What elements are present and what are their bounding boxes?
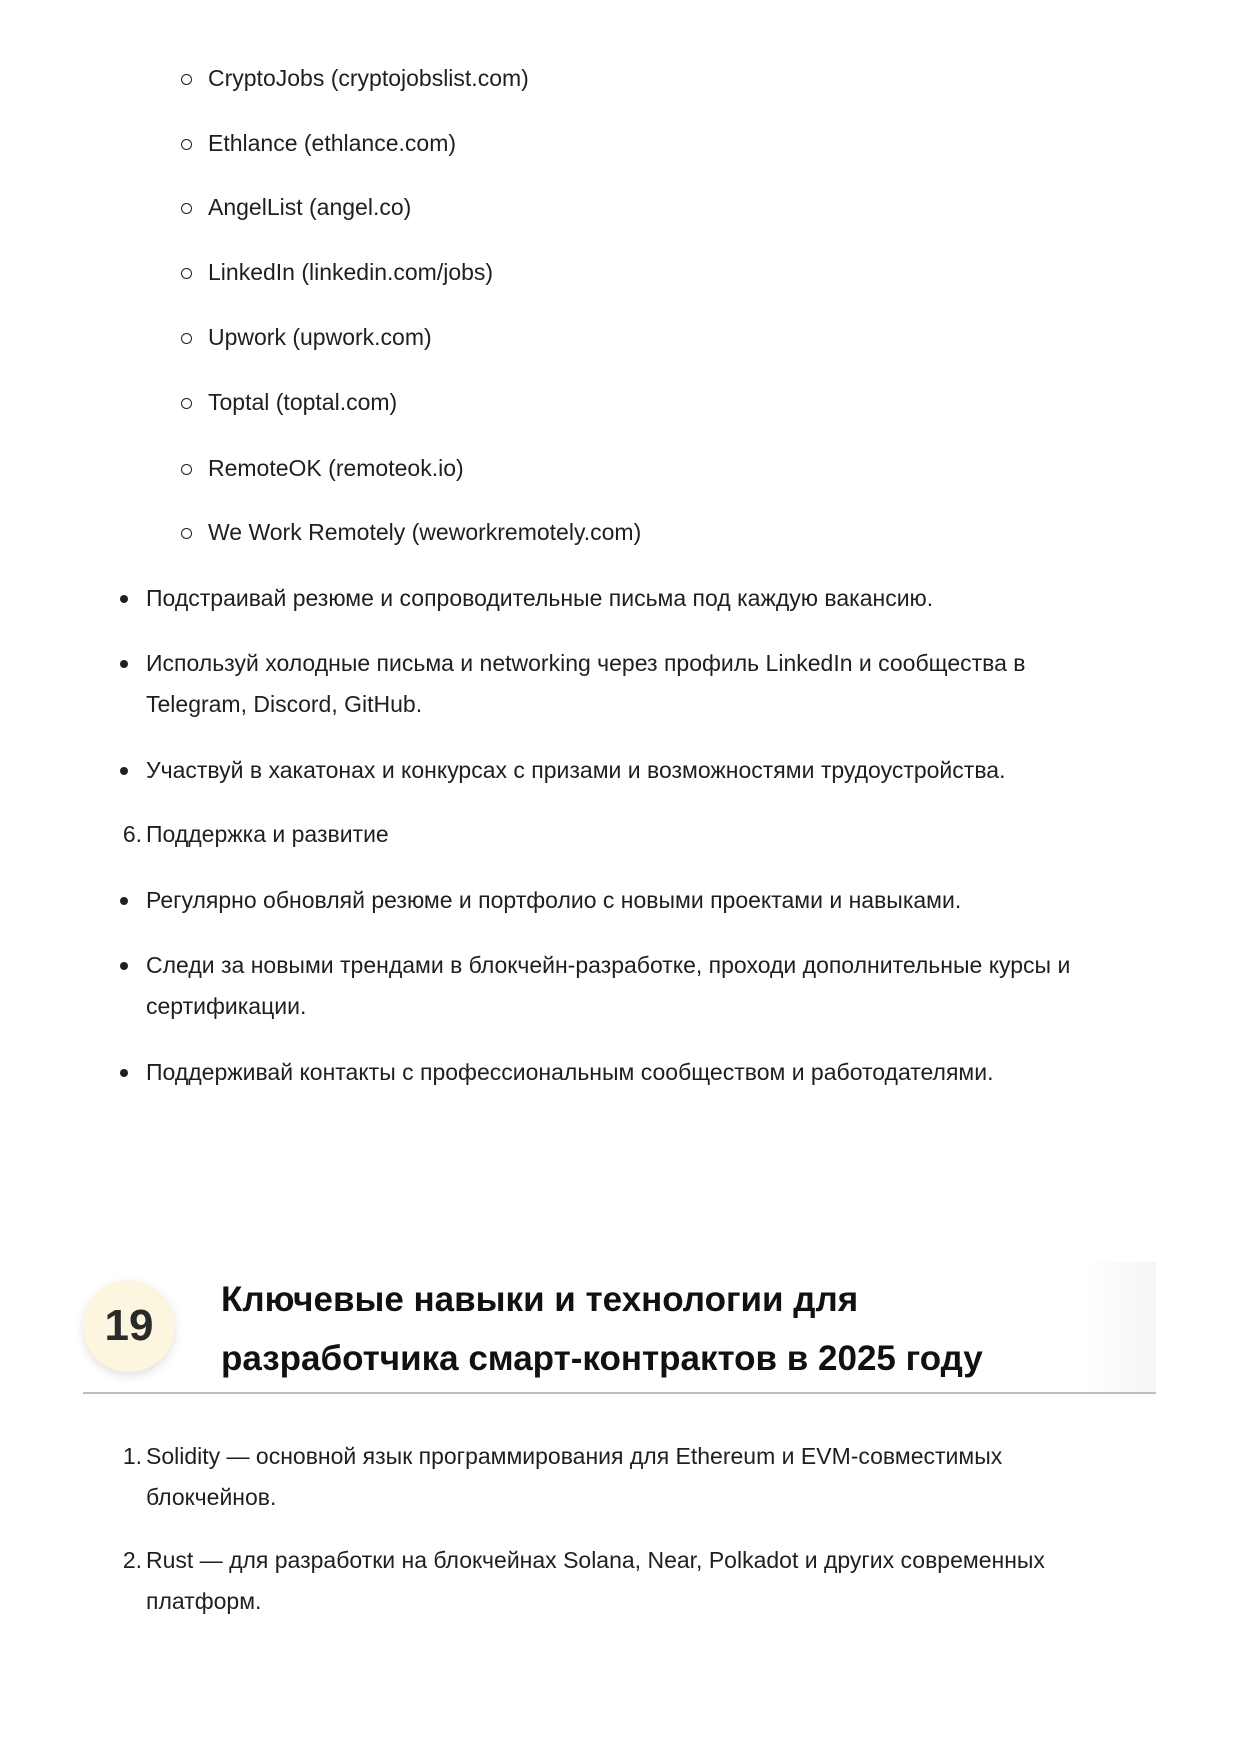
numbered-item-continuation: блокчейнов. <box>146 1484 277 1510</box>
numbered-item <box>122 1436 1003 1477</box>
numbered-step <box>122 814 389 855</box>
list-item: Upwork (upwork.com) <box>208 317 432 358</box>
list-item: Поддерживай контакты с профессиональным сообществом и работодателями. <box>146 1052 993 1093</box>
list-item: CryptoJobs (cryptojobslist.com) <box>208 58 529 99</box>
item-number: 2. <box>122 1547 142 1573</box>
item-number: 1. <box>122 1443 142 1469</box>
list-item: Используй холодные письма и networking через профиль LinkedIn и сообщества в <box>146 643 1026 684</box>
list-item: We Work Remotely (weworkremotely.com) <box>208 512 641 553</box>
section-header <box>83 1262 1156 1394</box>
list-item-continuation: сертификации. <box>146 993 307 1019</box>
list-item: Следи за новыми трендами в блокчейн-разработке, проходи дополнительные курсы и <box>146 945 1070 986</box>
step-number: 6. <box>122 821 142 847</box>
list-item: Регулярно обновляй резюме и портфолио с новыми проектами и навыками. <box>146 880 961 921</box>
section-title-line: Ключевые навыки и технологии для <box>221 1280 859 1319</box>
section-title-line: разработчика смарт-контрактов в 2025 году <box>221 1339 983 1378</box>
section-title <box>221 1270 983 1388</box>
item-text: Solidity — основной язык программирования для Ethereum и EVM-совместимых <box>146 1443 1003 1469</box>
step-title: Поддержка и развитие <box>146 821 389 847</box>
item-text: Rust — для разработки на блокчейнах Solana, Near, Polkadot и других современных <box>146 1547 1045 1573</box>
list-item: Подстраивай резюме и сопроводительные письма под каждую вакансию. <box>146 578 933 619</box>
section-number-badge: 19 <box>83 1280 175 1372</box>
list-item: AngelList (angel.co) <box>208 187 411 228</box>
list-item: Участвуй в хакатонах и конкурсах с призами и возможностями трудоустройства. <box>146 750 1005 791</box>
list-item: RemoteOK (remoteok.io) <box>208 448 464 489</box>
numbered-item <box>122 1540 1045 1581</box>
numbered-item-continuation: платформ. <box>146 1588 262 1614</box>
list-item: Ethlance (ethlance.com) <box>208 123 456 164</box>
list-item-continuation: Telegram, Discord, GitHub. <box>146 691 423 717</box>
list-item: Toptal (toptal.com) <box>208 382 397 423</box>
list-item: LinkedIn (linkedin.com/jobs) <box>208 252 493 293</box>
